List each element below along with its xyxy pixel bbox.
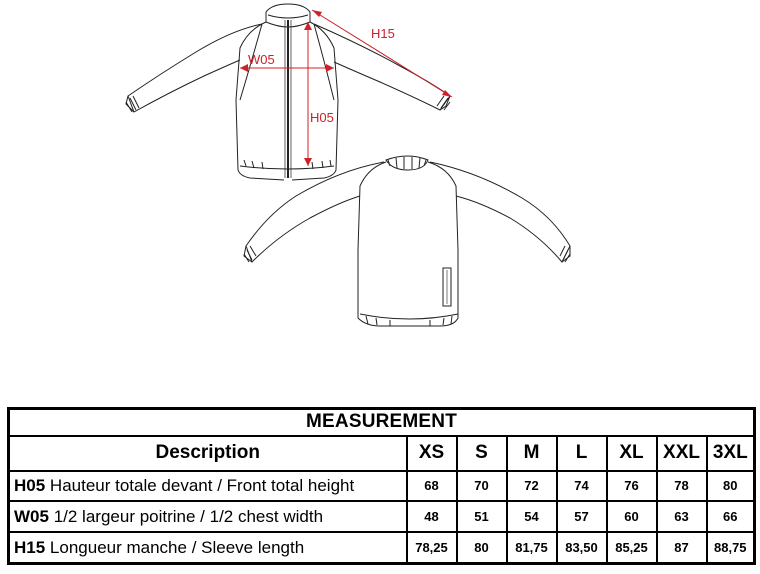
value-cell: 70 xyxy=(457,471,507,502)
size-header: XS xyxy=(407,436,457,471)
value-cell: 51 xyxy=(457,501,507,532)
measure-code: H05 xyxy=(14,475,46,495)
label-h05: H05 xyxy=(310,110,334,125)
size-header: 3XL xyxy=(707,436,755,471)
size-header: XXL xyxy=(657,436,707,471)
value-cell: 74 xyxy=(557,471,607,502)
value-cell: 76 xyxy=(607,471,657,502)
table-row xyxy=(9,501,755,532)
size-header: XL xyxy=(607,436,657,471)
size-header: L xyxy=(557,436,607,471)
label-h15: H15 xyxy=(371,26,395,41)
measure-code: H15 xyxy=(14,537,46,557)
measurement-table xyxy=(7,407,756,565)
measurement-annotations xyxy=(240,10,452,166)
value-cell: 83,50 xyxy=(557,532,607,563)
measure-label: Hauteur totale devant / Front total height xyxy=(49,475,355,495)
value-cell: 48 xyxy=(407,501,457,532)
measure-code: W05 xyxy=(14,506,49,526)
value-cell: 54 xyxy=(507,501,557,532)
row-description xyxy=(9,532,407,563)
jacket-back-view xyxy=(244,156,570,326)
value-cell: 63 xyxy=(657,501,707,532)
label-w05: W05 xyxy=(248,52,275,67)
table-row xyxy=(9,532,755,563)
value-cell: 80 xyxy=(707,471,755,502)
value-cell: 57 xyxy=(557,501,607,532)
size-header: S xyxy=(457,436,507,471)
value-cell: 78 xyxy=(657,471,707,502)
value-cell: 60 xyxy=(607,501,657,532)
size-header: M xyxy=(507,436,557,471)
measure-label: 1/2 largeur poitrine / 1/2 chest width xyxy=(53,506,324,526)
header-row xyxy=(9,436,755,471)
value-cell: 68 xyxy=(407,471,457,502)
value-cell: 72 xyxy=(507,471,557,502)
value-cell: 87 xyxy=(657,532,707,563)
value-cell: 66 xyxy=(707,501,755,532)
value-cell: 80 xyxy=(457,532,507,563)
row-description xyxy=(9,471,407,502)
description-header: Description xyxy=(9,436,407,471)
row-description xyxy=(9,501,407,532)
measure-label: Longueur manche / Sleeve length xyxy=(49,537,305,557)
value-cell: 85,25 xyxy=(607,532,657,563)
jacket-front-view xyxy=(126,4,450,180)
table-title: MEASUREMENT xyxy=(9,409,755,436)
value-cell: 81,75 xyxy=(507,532,557,563)
value-cell: 88,75 xyxy=(707,532,755,563)
value-cell: 78,25 xyxy=(407,532,457,563)
table-row xyxy=(9,471,755,502)
